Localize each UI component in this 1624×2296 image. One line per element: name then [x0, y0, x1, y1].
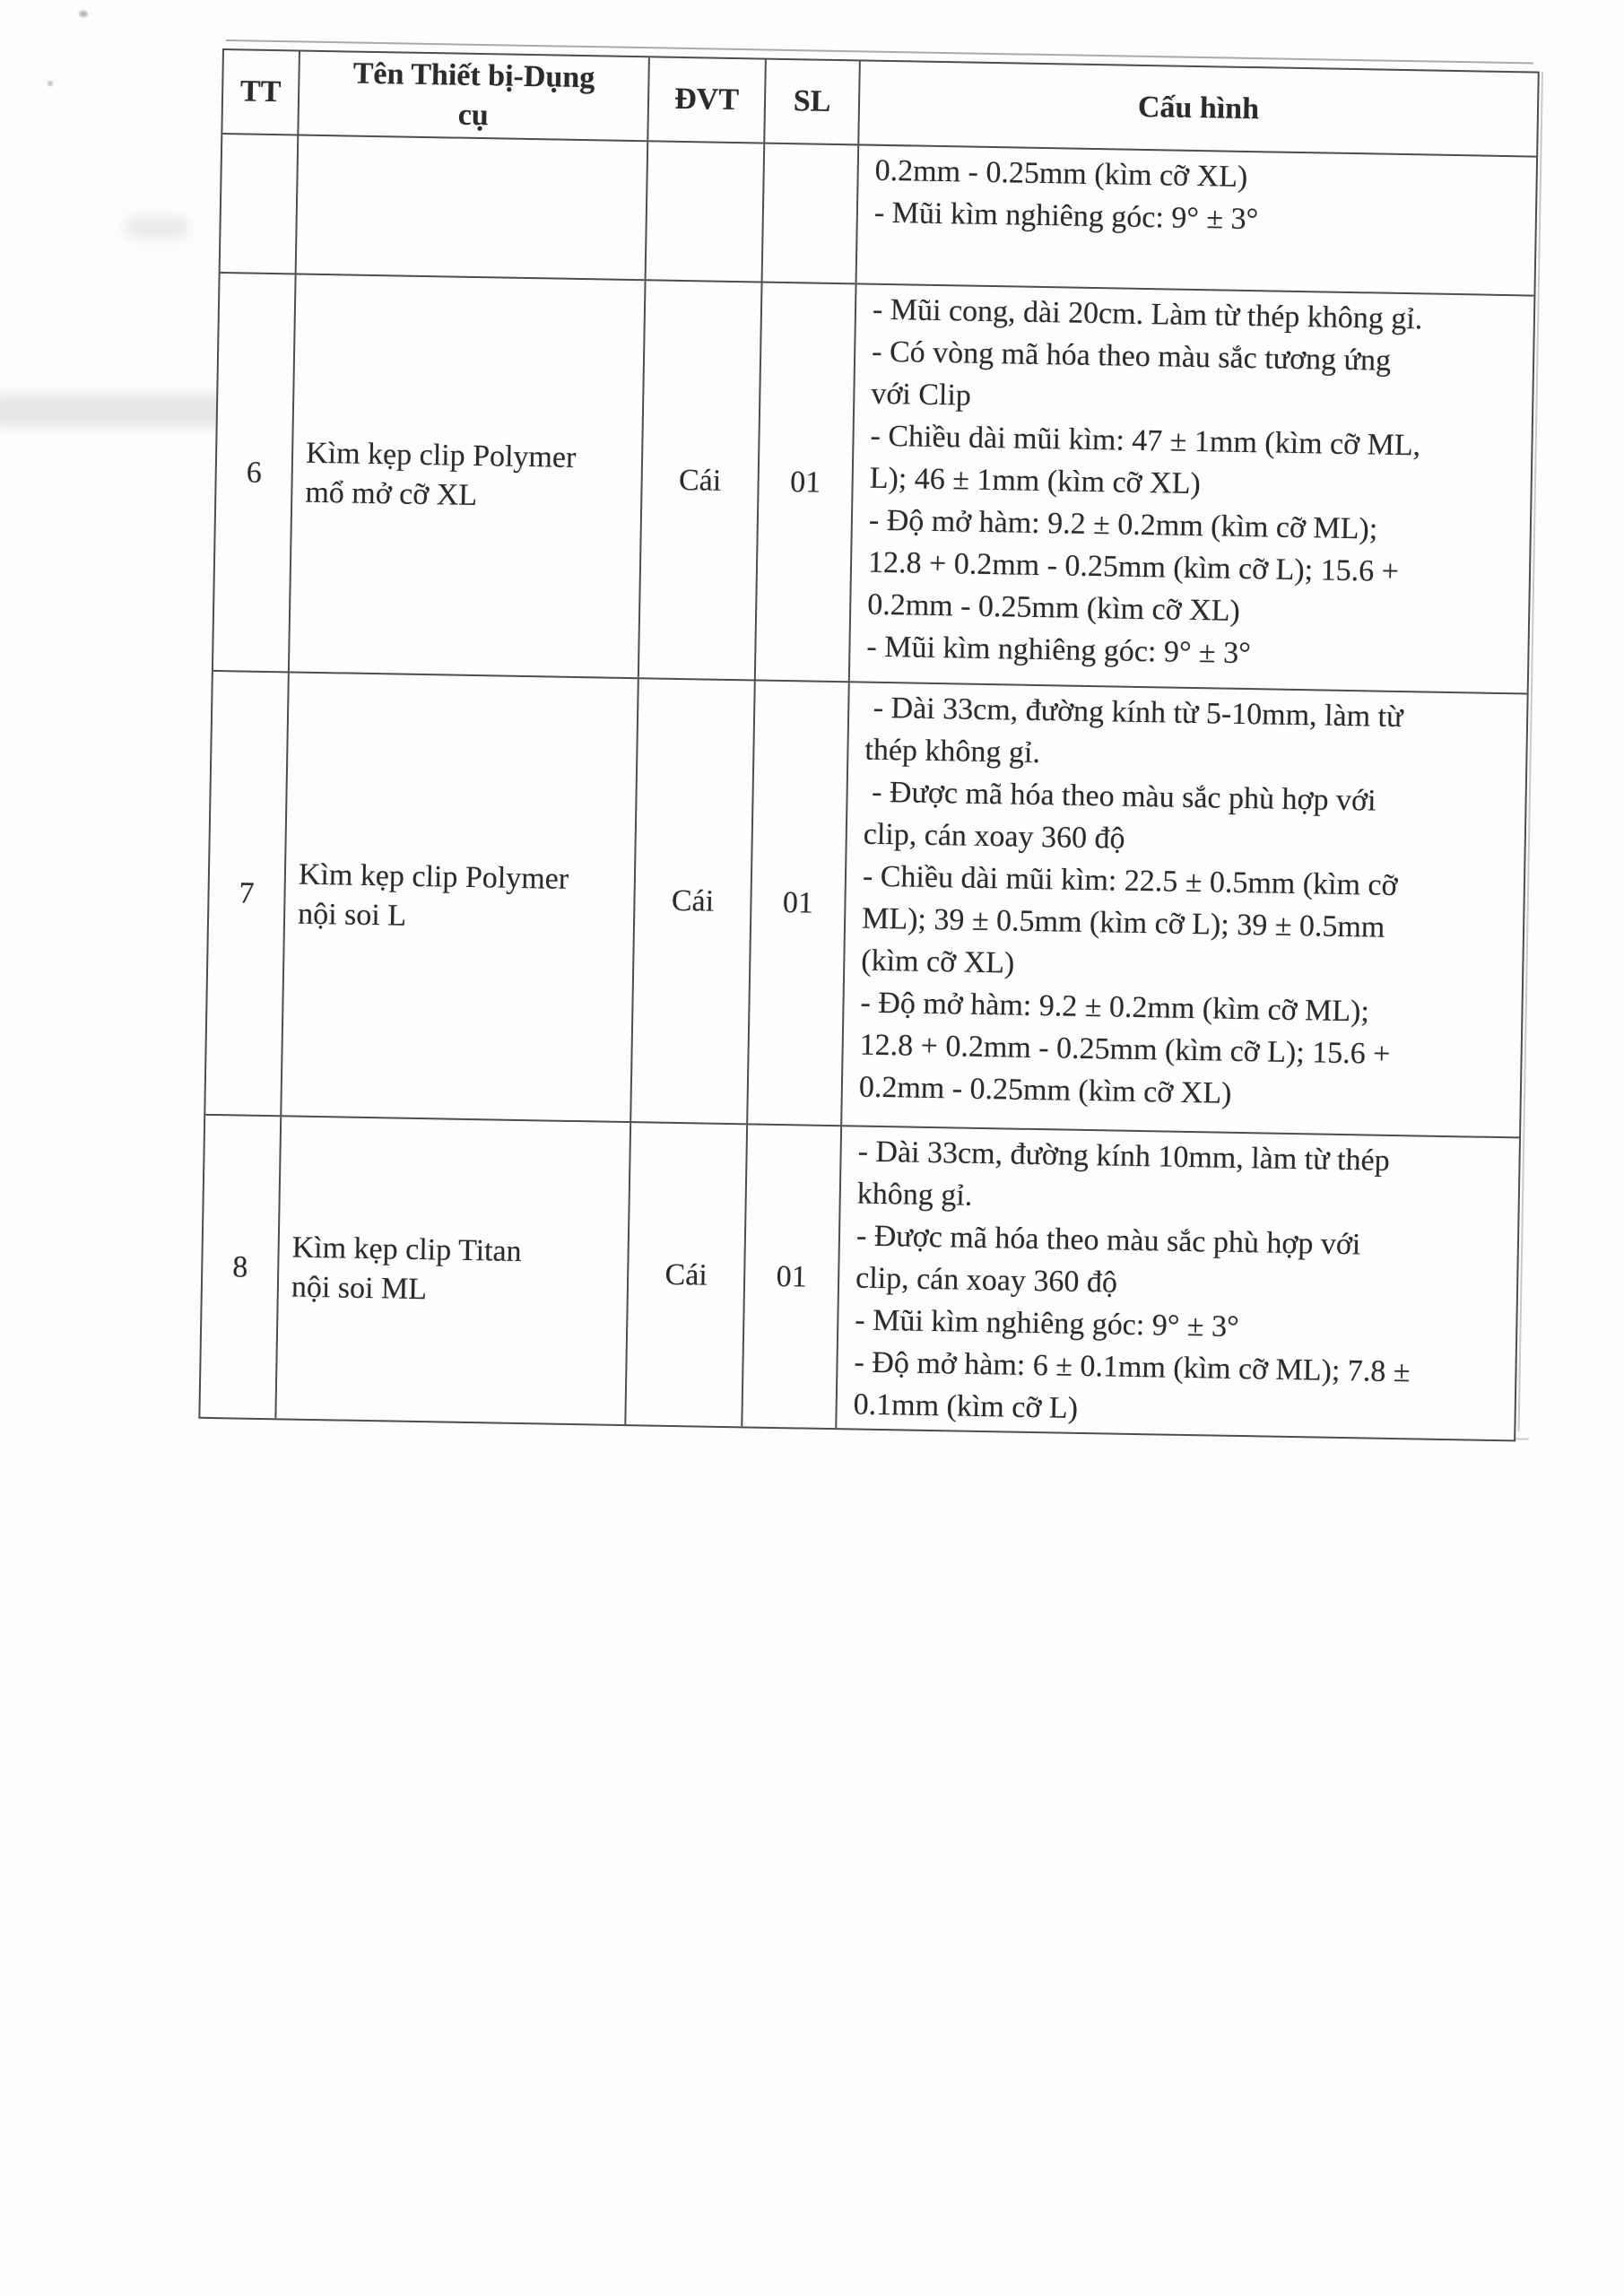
equipment-table	[198, 48, 1539, 1441]
cell-sl: 01	[756, 283, 857, 682]
cell-tt	[221, 135, 300, 273]
header-cell-sl: SL	[765, 60, 861, 144]
cell-dvt: Cái	[626, 1123, 748, 1426]
cell-name: Kìm kẹp clip Polymer nội soi L	[282, 673, 639, 1121]
header-cell-tt: TT	[222, 50, 300, 134]
scan-smudge	[126, 217, 188, 239]
cell-name: Kìm kẹp clip Titan nội soi ML	[276, 1117, 631, 1424]
scan-speck	[48, 81, 53, 86]
cell-name: Kìm kẹp clip Polymer mổ mở cỡ XL	[290, 274, 647, 677]
header-cell-name: Tên Thiết bị-Dụng cụ	[299, 52, 650, 141]
cell-name	[297, 136, 649, 280]
cell-sl	[763, 144, 860, 283]
cell-config: - Dài 33cm, đường kính từ 5-10mm, làm từ thép không gỉ. - Được mã hóa theo màu sắc phù hợp với clip, cán xoay 360 độ - Chiều dài mũi kìm: 22.5 ± 0.5mm (kìm cỡ ML); 39 ± 0.5mm (kìm cỡ L); 39 ± 0.5mm (kìm cỡ XL) - Độ mở hàm: 9.2 ± 0.2mm (kìm cỡ ML); 12.8 + 0.2mm - 0.25mm (kìm cỡ L); 15.6 + 0.2mm - 0.25mm (kìm cỡ XL)	[858, 691, 1403, 1110]
cell-dvt: Cái	[639, 281, 763, 679]
cell-config: 0.2mm - 0.25mm (kìm cỡ XL) - Mũi kìm nghiêng góc: 9° ± 3°	[873, 153, 1259, 237]
cell-tt: 8	[200, 1116, 282, 1418]
table-row-7	[205, 672, 1526, 1138]
cell-config: - Mũi cong, dài 20cm. Làm từ thép không gỉ. - Có vòng mã hóa theo màu sắc tương ứng với Clip - Chiều dài mũi kìm: 47 ± 1mm (kìm cỡ ML, L); 46 ± 1mm (kìm cỡ XL) - Độ mở hàm: 9.2 ± 0.2mm (kìm cỡ ML); 12.8 + 0.2mm - 0.25mm (kìm cỡ L); 15.6 + 0.2mm - 0.25mm (kìm cỡ XL) - Mũi kìm nghiêng góc: 9° ± 3°	[866, 292, 1423, 671]
table-row-6	[213, 274, 1534, 695]
table-row-8	[200, 1116, 1519, 1440]
scan-speck	[79, 11, 88, 17]
cell-dvt	[647, 142, 766, 281]
cell-sl: 01	[743, 1125, 842, 1428]
cell-tt: 7	[205, 672, 290, 1115]
cell-dvt: Cái	[631, 679, 756, 1123]
table-row-continuation	[221, 135, 1536, 297]
cell-sl: 01	[748, 681, 850, 1125]
cell-tt: 6	[213, 274, 297, 671]
header-cell-config: Cấu hình	[1137, 90, 1260, 126]
header-cell-dvt: ĐVT	[648, 57, 767, 142]
cell-config: - Dài 33cm, đường kính 10mm, làm từ thép không gỉ. - Được mã hóa theo màu sắc phù hợp với clip, cán xoay 360 độ - Mũi kìm nghiêng góc: 9° ± 3° - Độ mở hàm: 6 ± 0.1mm (kìm cỡ ML); 7.8 ± 0.1mm (kìm cỡ L)	[853, 1135, 1411, 1425]
